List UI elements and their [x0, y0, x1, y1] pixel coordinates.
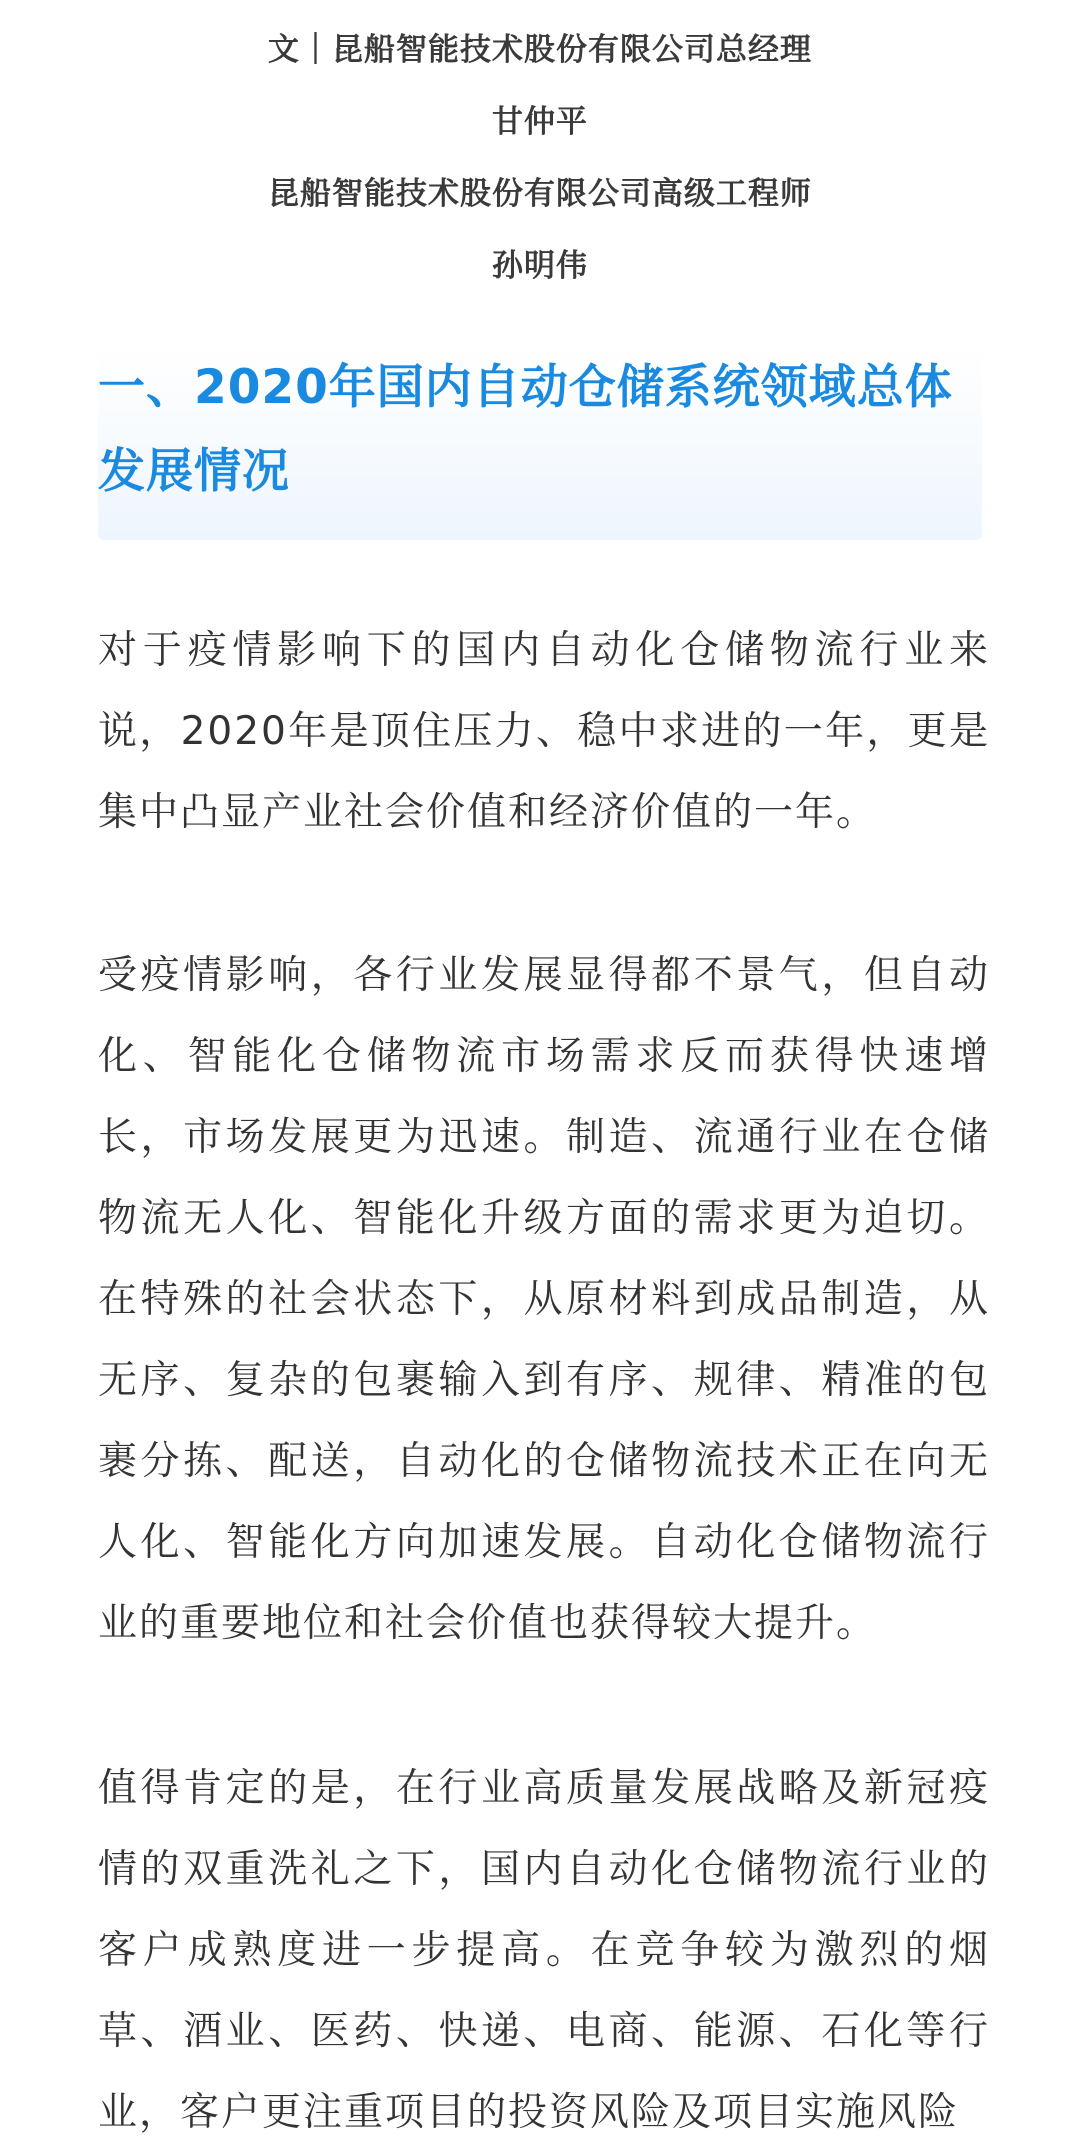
- body-paragraph-3: 值得肯定的是，在行业高质量发展战略及新冠疫情的双重洗礼之下，国内自动化仓储物流行业的客户成熟度进一步提高。在竞争较为激烈的烟草、酒业、医药、快递、电商、能源、石化等行业，客户更注重项目的投资风险及项目实施风险: [98, 1766, 990, 2135]
- byline-author-name-2: 孙明伟: [492, 248, 588, 284]
- byline-author-name-1: 甘仲平: [492, 104, 588, 140]
- byline-author-title-1: 文｜昆船智能技术股份有限公司总经理: [268, 32, 812, 68]
- byline-author-title-2: 昆船智能技术股份有限公司高级工程师: [268, 176, 812, 212]
- body-paragraph-1: 对于疫情影响下的国内自动化仓储物流行业来说，2020年是顶住压力、稳中求进的一年，更是集中凸显产业社会价值和经济价值的一年。: [98, 628, 990, 835]
- body-paragraph-2: 受疫情影响，各行业发展显得都不景气，但自动化、智能化仓储物流市场需求反而获得快速增长，市场发展更为迅速。制造、流通行业在仓储物流无人化、智能化升级方面的需求更为迫切。在特殊的社会状态下，从原材料到成品制造，从无序、复杂的包裹输入到有序、规律、精准的包裹分拣、配送，自动化的仓储物流技术正在向无人化、智能化方向加速发展。自动化仓储物流行业的重要地位和社会价值也获得较大提升。: [98, 953, 990, 1646]
- section-heading: 一、2020年国内自动仓储系统领域总体发展情况: [98, 360, 953, 499]
